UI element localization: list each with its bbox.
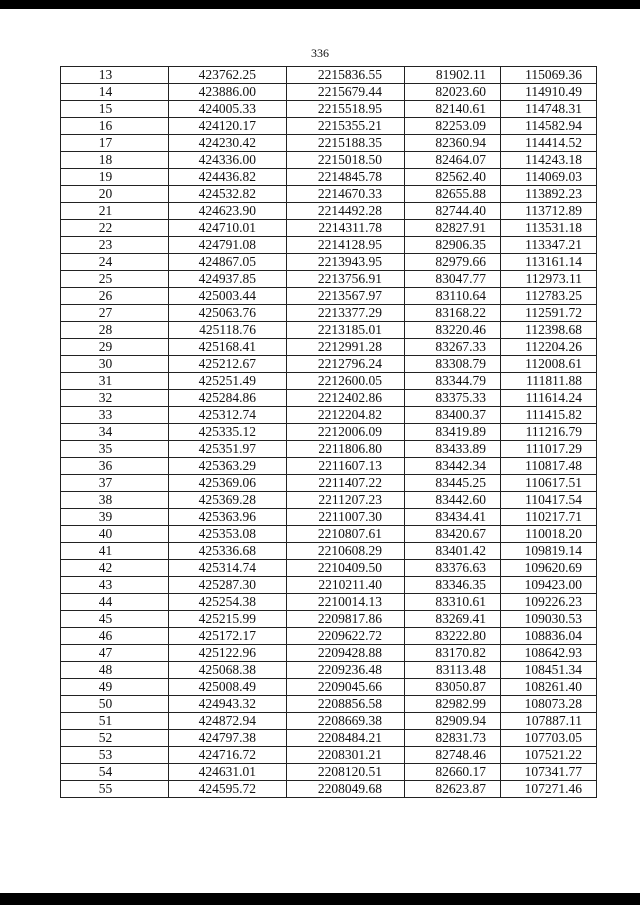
table-row — [61, 237, 597, 254]
table-row — [61, 169, 597, 186]
table-row — [61, 254, 597, 271]
point-number-cell: 21 — [61, 203, 169, 220]
value-c-cell: 83344.79 — [405, 373, 501, 390]
value-c-cell: 83110.64 — [405, 288, 501, 305]
value-d-cell: 114414.52 — [501, 135, 597, 152]
value-d-cell: 111017.29 — [501, 441, 597, 458]
value-d-cell: 113161.14 — [501, 254, 597, 271]
point-number-cell: 52 — [61, 730, 169, 747]
value-b-cell: 2214492.28 — [287, 203, 405, 220]
value-b-cell: 2209428.88 — [287, 645, 405, 662]
point-number-cell: 24 — [61, 254, 169, 271]
table-row — [61, 730, 597, 747]
table-row — [61, 356, 597, 373]
value-c-cell: 82979.66 — [405, 254, 501, 271]
point-number-cell: 50 — [61, 696, 169, 713]
value-d-cell: 109423.00 — [501, 577, 597, 594]
value-c-cell: 83434.41 — [405, 509, 501, 526]
point-number-cell: 19 — [61, 169, 169, 186]
value-b-cell: 2212991.28 — [287, 339, 405, 356]
value-b-cell: 2213756.91 — [287, 271, 405, 288]
value-b-cell: 2208301.21 — [287, 747, 405, 764]
value-a-cell: 425003.44 — [169, 288, 287, 305]
point-number-cell: 39 — [61, 509, 169, 526]
value-c-cell: 82831.73 — [405, 730, 501, 747]
point-number-cell: 20 — [61, 186, 169, 203]
point-number-cell: 51 — [61, 713, 169, 730]
table-row — [61, 152, 597, 169]
value-a-cell: 425172.17 — [169, 628, 287, 645]
value-a-cell: 424943.32 — [169, 696, 287, 713]
value-b-cell: 2208120.51 — [287, 764, 405, 781]
value-c-cell: 83346.35 — [405, 577, 501, 594]
value-b-cell: 2214128.95 — [287, 237, 405, 254]
value-c-cell: 82827.91 — [405, 220, 501, 237]
table-row — [61, 696, 597, 713]
value-d-cell: 110018.20 — [501, 526, 597, 543]
point-number-cell: 46 — [61, 628, 169, 645]
table-row — [61, 135, 597, 152]
value-c-cell: 82906.35 — [405, 237, 501, 254]
point-number-cell: 32 — [61, 390, 169, 407]
point-number-cell: 22 — [61, 220, 169, 237]
table-row — [61, 594, 597, 611]
table-row — [61, 764, 597, 781]
value-d-cell: 109030.53 — [501, 611, 597, 628]
value-c-cell: 82140.61 — [405, 101, 501, 118]
value-a-cell: 424623.90 — [169, 203, 287, 220]
point-number-cell: 41 — [61, 543, 169, 560]
value-c-cell: 82253.09 — [405, 118, 501, 135]
value-a-cell: 425215.99 — [169, 611, 287, 628]
value-a-cell: 425369.28 — [169, 492, 287, 509]
point-number-cell: 48 — [61, 662, 169, 679]
value-b-cell: 2214845.78 — [287, 169, 405, 186]
point-number-cell: 15 — [61, 101, 169, 118]
value-c-cell: 83050.87 — [405, 679, 501, 696]
value-b-cell: 2215355.21 — [287, 118, 405, 135]
point-number-cell: 45 — [61, 611, 169, 628]
value-d-cell: 109226.23 — [501, 594, 597, 611]
value-d-cell: 114069.03 — [501, 169, 597, 186]
value-d-cell: 110417.54 — [501, 492, 597, 509]
value-b-cell: 2212402.86 — [287, 390, 405, 407]
value-a-cell: 424595.72 — [169, 781, 287, 798]
table-row — [61, 118, 597, 135]
value-b-cell: 2215518.95 — [287, 101, 405, 118]
value-d-cell: 108836.04 — [501, 628, 597, 645]
value-a-cell: 425118.76 — [169, 322, 287, 339]
point-number-cell: 25 — [61, 271, 169, 288]
point-number-cell: 34 — [61, 424, 169, 441]
value-d-cell: 110217.71 — [501, 509, 597, 526]
point-number-cell: 33 — [61, 407, 169, 424]
value-b-cell: 2211207.23 — [287, 492, 405, 509]
value-c-cell: 83442.34 — [405, 458, 501, 475]
point-number-cell: 47 — [61, 645, 169, 662]
point-number-cell: 35 — [61, 441, 169, 458]
value-a-cell: 425287.30 — [169, 577, 287, 594]
value-a-cell: 425063.76 — [169, 305, 287, 322]
value-c-cell: 83220.46 — [405, 322, 501, 339]
value-d-cell: 108642.93 — [501, 645, 597, 662]
value-b-cell: 2211806.80 — [287, 441, 405, 458]
table-row — [61, 458, 597, 475]
table-row — [61, 84, 597, 101]
table-row — [61, 288, 597, 305]
value-d-cell: 113347.21 — [501, 237, 597, 254]
table-row — [61, 662, 597, 679]
value-d-cell: 113892.23 — [501, 186, 597, 203]
value-c-cell: 82982.99 — [405, 696, 501, 713]
table-row — [61, 203, 597, 220]
value-a-cell: 424710.01 — [169, 220, 287, 237]
point-number-cell: 31 — [61, 373, 169, 390]
value-a-cell: 425369.06 — [169, 475, 287, 492]
value-b-cell: 2214670.33 — [287, 186, 405, 203]
value-b-cell: 2209817.86 — [287, 611, 405, 628]
point-number-cell: 49 — [61, 679, 169, 696]
value-b-cell: 2210211.40 — [287, 577, 405, 594]
value-c-cell: 83442.60 — [405, 492, 501, 509]
value-d-cell: 110617.51 — [501, 475, 597, 492]
value-c-cell: 83170.82 — [405, 645, 501, 662]
table-row — [61, 492, 597, 509]
point-number-cell: 37 — [61, 475, 169, 492]
page-number: 336 — [311, 46, 329, 60]
value-c-cell: 82660.17 — [405, 764, 501, 781]
value-b-cell: 2209045.66 — [287, 679, 405, 696]
value-a-cell: 424867.05 — [169, 254, 287, 271]
scan-top-border — [0, 0, 640, 9]
value-b-cell: 2208484.21 — [287, 730, 405, 747]
value-a-cell: 424872.94 — [169, 713, 287, 730]
value-b-cell: 2208856.58 — [287, 696, 405, 713]
value-a-cell: 424336.00 — [169, 152, 287, 169]
value-c-cell: 83222.80 — [405, 628, 501, 645]
value-a-cell: 425353.08 — [169, 526, 287, 543]
value-a-cell: 425251.49 — [169, 373, 287, 390]
value-a-cell: 425254.38 — [169, 594, 287, 611]
table-row — [61, 645, 597, 662]
value-b-cell: 2213567.97 — [287, 288, 405, 305]
value-d-cell: 113531.18 — [501, 220, 597, 237]
value-a-cell: 424791.08 — [169, 237, 287, 254]
value-d-cell: 114910.49 — [501, 84, 597, 101]
value-a-cell: 425363.96 — [169, 509, 287, 526]
point-number-cell: 13 — [61, 67, 169, 84]
value-b-cell: 2211007.30 — [287, 509, 405, 526]
table-row — [61, 339, 597, 356]
value-d-cell: 112204.26 — [501, 339, 597, 356]
value-b-cell: 2210608.29 — [287, 543, 405, 560]
value-c-cell: 83267.33 — [405, 339, 501, 356]
value-a-cell: 425335.12 — [169, 424, 287, 441]
scan-bottom-border — [0, 893, 640, 905]
table-row — [61, 220, 597, 237]
value-a-cell: 425314.74 — [169, 560, 287, 577]
value-c-cell: 83401.42 — [405, 543, 501, 560]
value-a-cell: 424230.42 — [169, 135, 287, 152]
value-c-cell: 83269.41 — [405, 611, 501, 628]
table-row — [61, 679, 597, 696]
value-c-cell: 83376.63 — [405, 560, 501, 577]
value-c-cell: 83047.77 — [405, 271, 501, 288]
value-b-cell: 2210014.13 — [287, 594, 405, 611]
value-b-cell: 2209236.48 — [287, 662, 405, 679]
point-number-cell: 29 — [61, 339, 169, 356]
value-d-cell: 107271.46 — [501, 781, 597, 798]
value-a-cell: 425008.49 — [169, 679, 287, 696]
value-b-cell: 2215018.50 — [287, 152, 405, 169]
table-row — [61, 424, 597, 441]
value-d-cell: 107341.77 — [501, 764, 597, 781]
table-row — [61, 390, 597, 407]
table-row — [61, 781, 597, 798]
table-row — [61, 322, 597, 339]
value-b-cell: 2213185.01 — [287, 322, 405, 339]
value-d-cell: 113712.89 — [501, 203, 597, 220]
value-c-cell: 82464.07 — [405, 152, 501, 169]
point-number-cell: 26 — [61, 288, 169, 305]
value-d-cell: 109819.14 — [501, 543, 597, 560]
point-number-cell: 42 — [61, 560, 169, 577]
value-b-cell: 2211607.13 — [287, 458, 405, 475]
value-a-cell: 424797.38 — [169, 730, 287, 747]
value-d-cell: 114243.18 — [501, 152, 597, 169]
point-number-cell: 54 — [61, 764, 169, 781]
value-d-cell: 108451.34 — [501, 662, 597, 679]
table-row — [61, 271, 597, 288]
value-b-cell: 2212600.05 — [287, 373, 405, 390]
table-row — [61, 747, 597, 764]
point-number-cell: 23 — [61, 237, 169, 254]
point-number-cell: 44 — [61, 594, 169, 611]
value-b-cell: 2212796.24 — [287, 356, 405, 373]
table-row — [61, 577, 597, 594]
value-c-cell: 81902.11 — [405, 67, 501, 84]
table-row — [61, 611, 597, 628]
table-row — [61, 509, 597, 526]
value-c-cell: 83400.37 — [405, 407, 501, 424]
point-number-cell: 30 — [61, 356, 169, 373]
value-a-cell: 425068.38 — [169, 662, 287, 679]
coordinate-table-container — [60, 66, 596, 798]
value-c-cell: 82623.87 — [405, 781, 501, 798]
value-c-cell: 82744.40 — [405, 203, 501, 220]
value-a-cell: 423886.00 — [169, 84, 287, 101]
coordinate-table — [60, 66, 597, 798]
value-a-cell: 425122.96 — [169, 645, 287, 662]
point-number-cell: 40 — [61, 526, 169, 543]
table-row — [61, 441, 597, 458]
value-b-cell: 2210807.61 — [287, 526, 405, 543]
value-d-cell: 112591.72 — [501, 305, 597, 322]
value-a-cell: 424631.01 — [169, 764, 287, 781]
value-d-cell: 107703.05 — [501, 730, 597, 747]
table-row — [61, 101, 597, 118]
value-c-cell: 82562.40 — [405, 169, 501, 186]
table-row — [61, 543, 597, 560]
value-c-cell: 83308.79 — [405, 356, 501, 373]
value-d-cell: 107887.11 — [501, 713, 597, 730]
value-c-cell: 83375.33 — [405, 390, 501, 407]
value-d-cell: 112783.25 — [501, 288, 597, 305]
value-d-cell: 107521.22 — [501, 747, 597, 764]
value-d-cell: 108261.40 — [501, 679, 597, 696]
value-a-cell: 425168.41 — [169, 339, 287, 356]
value-c-cell: 83420.67 — [405, 526, 501, 543]
value-c-cell: 83433.89 — [405, 441, 501, 458]
table-row — [61, 67, 597, 84]
value-d-cell: 114748.31 — [501, 101, 597, 118]
value-c-cell: 82748.46 — [405, 747, 501, 764]
value-a-cell: 425363.29 — [169, 458, 287, 475]
coordinate-table-body — [61, 67, 597, 798]
table-row — [61, 475, 597, 492]
value-d-cell: 109620.69 — [501, 560, 597, 577]
value-b-cell: 2210409.50 — [287, 560, 405, 577]
value-d-cell: 115069.36 — [501, 67, 597, 84]
value-b-cell: 2215188.35 — [287, 135, 405, 152]
value-a-cell: 424716.72 — [169, 747, 287, 764]
value-c-cell: 83113.48 — [405, 662, 501, 679]
point-number-cell: 16 — [61, 118, 169, 135]
value-d-cell: 111614.24 — [501, 390, 597, 407]
value-d-cell: 110817.48 — [501, 458, 597, 475]
point-number-cell: 55 — [61, 781, 169, 798]
value-a-cell: 424532.82 — [169, 186, 287, 203]
value-a-cell: 425284.86 — [169, 390, 287, 407]
value-d-cell: 111415.82 — [501, 407, 597, 424]
point-number-cell: 38 — [61, 492, 169, 509]
value-a-cell: 424436.82 — [169, 169, 287, 186]
value-b-cell: 2213377.29 — [287, 305, 405, 322]
table-row — [61, 407, 597, 424]
value-b-cell: 2215679.44 — [287, 84, 405, 101]
value-b-cell: 2208049.68 — [287, 781, 405, 798]
point-number-cell: 28 — [61, 322, 169, 339]
value-b-cell: 2211407.22 — [287, 475, 405, 492]
value-c-cell: 83310.61 — [405, 594, 501, 611]
value-c-cell: 82909.94 — [405, 713, 501, 730]
value-d-cell: 108073.28 — [501, 696, 597, 713]
value-a-cell: 425212.67 — [169, 356, 287, 373]
table-row — [61, 713, 597, 730]
value-c-cell: 82023.60 — [405, 84, 501, 101]
value-a-cell: 425336.68 — [169, 543, 287, 560]
value-d-cell: 114582.94 — [501, 118, 597, 135]
value-d-cell: 111216.79 — [501, 424, 597, 441]
value-b-cell: 2208669.38 — [287, 713, 405, 730]
value-d-cell: 112398.68 — [501, 322, 597, 339]
value-b-cell: 2212006.09 — [287, 424, 405, 441]
value-c-cell: 83419.89 — [405, 424, 501, 441]
value-b-cell: 2214311.78 — [287, 220, 405, 237]
table-row — [61, 628, 597, 645]
table-row — [61, 186, 597, 203]
point-number-cell: 53 — [61, 747, 169, 764]
table-row — [61, 373, 597, 390]
table-row — [61, 305, 597, 322]
value-a-cell: 423762.25 — [169, 67, 287, 84]
value-d-cell: 112973.11 — [501, 271, 597, 288]
value-a-cell: 425312.74 — [169, 407, 287, 424]
point-number-cell: 27 — [61, 305, 169, 322]
value-b-cell: 2209622.72 — [287, 628, 405, 645]
value-b-cell: 2212204.82 — [287, 407, 405, 424]
value-d-cell: 112008.61 — [501, 356, 597, 373]
point-number-cell: 43 — [61, 577, 169, 594]
value-a-cell: 425351.97 — [169, 441, 287, 458]
point-number-cell: 18 — [61, 152, 169, 169]
point-number-cell: 36 — [61, 458, 169, 475]
value-a-cell: 424937.85 — [169, 271, 287, 288]
value-c-cell: 83445.25 — [405, 475, 501, 492]
value-b-cell: 2213943.95 — [287, 254, 405, 271]
point-number-cell: 17 — [61, 135, 169, 152]
value-b-cell: 2215836.55 — [287, 67, 405, 84]
value-c-cell: 82655.88 — [405, 186, 501, 203]
point-number-cell: 14 — [61, 84, 169, 101]
value-a-cell: 424005.33 — [169, 101, 287, 118]
value-c-cell: 83168.22 — [405, 305, 501, 322]
table-row — [61, 526, 597, 543]
table-row — [61, 560, 597, 577]
value-c-cell: 82360.94 — [405, 135, 501, 152]
value-d-cell: 111811.88 — [501, 373, 597, 390]
value-a-cell: 424120.17 — [169, 118, 287, 135]
